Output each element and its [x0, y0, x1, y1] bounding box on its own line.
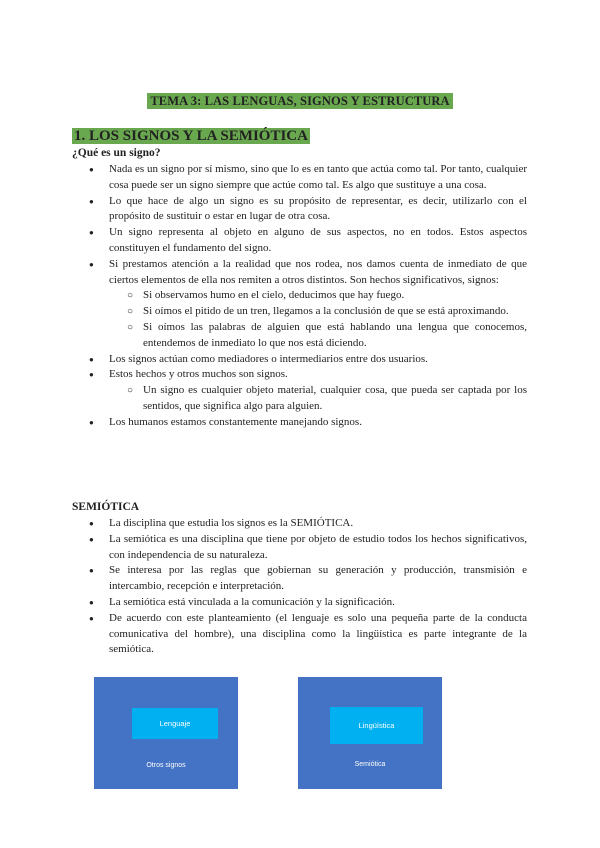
list-item: ● Los signos actúan como mediadores o intermediarios entre dos usuarios. — [72, 352, 527, 368]
sub-list-item: ○ Si oímos las palabras de alguien que está hablando una lengua que conocemos, entendemos de inmediato lo que nos está diciendo. — [72, 320, 527, 352]
section-heading-semiotica: SEMIÓTICA — [72, 501, 140, 513]
list-item: ● Se interesa por las reglas que gobiernan su generación y producción, transmisión e intercambio, recepción e interpretación. — [72, 563, 527, 595]
subheading-que-es-signo: ¿Qué es un signo? — [72, 147, 161, 159]
sub-list-item: ○ Si oímos el pitido de un tren, llegamos a la conclusión de que se está aproximando. — [72, 304, 527, 320]
list-item: ● Si prestamos atención a la realidad que nos rodea, nos damos cuenta de inmediato de que ciertos elementos de ella nos remiten a otros distintos. Son hechos significativos, signos: — [72, 257, 527, 289]
diagram-lenguaje-otros-signos — [94, 677, 238, 789]
signos-bullet-list — [72, 162, 527, 431]
list-item: ● La disciplina que estudia los signos es la SEMIÓTICA. — [72, 516, 527, 532]
list-item: ● Un signo representa al objeto en alguno de sus aspectos, no en todos. Estos aspectos constituyen el fundamento del signo. — [72, 225, 527, 257]
diagram-box-lenguaje: Lenguaje — [132, 708, 218, 739]
list-item: ● De acuerdo con este planteamiento (el lenguaje es solo una pequeña parte de la conducta comunicativa del hombre), una disciplina como la lingüística es parte integrante de la semiótica. — [72, 611, 527, 658]
list-item: ● Nada es un signo por sí mismo, sino que lo es en tanto que actúa como tal. Por tanto, cualquier cosa puede ser un signo siempre que actúe como tal. Es algo que sustituye a una cosa. — [72, 162, 527, 194]
document-title: TEMA 3: LAS LENGUAS, SIGNOS Y ESTRUCTURA — [0, 92, 600, 110]
diagram-box-linguistica: Lingüística — [330, 707, 423, 744]
list-item: ● La semiótica es una disciplina que tiene por objeto de estudio todos los hechos significativos, con independencia de su naturaleza. — [72, 532, 527, 564]
sub-list-item: ○ Un signo es cualquier objeto material, cualquier cosa, que pueda ser captada por los sentidos, que significa algo para alguien. — [72, 383, 527, 415]
diagram-caption-otros-signos: Otros signos — [146, 762, 186, 769]
list-item: ● Lo que hace de algo un signo es su propósito de representar, es decir, utilizarlo con el propósito de sustituir o estar en lugar de otra cosa. — [72, 194, 527, 226]
list-item: ● Los humanos estamos constantemente manejando signos. — [72, 415, 527, 431]
semiotica-bullet-list — [72, 516, 527, 658]
section-heading-signos: 1. LOS SIGNOS Y LA SEMIÓTICA — [74, 128, 308, 144]
list-item: ● Estos hechos y otros muchos son signos. — [72, 367, 527, 383]
diagram-linguistica-semiotica — [298, 677, 442, 789]
sub-list-item: ○ Si observamos humo en el cielo, deducimos que hay fuego. — [72, 288, 527, 304]
diagram-caption-semiotica: Semiótica — [354, 761, 386, 768]
list-item: ● La semiótica está vinculada a la comunicación y la significación. — [72, 595, 527, 611]
